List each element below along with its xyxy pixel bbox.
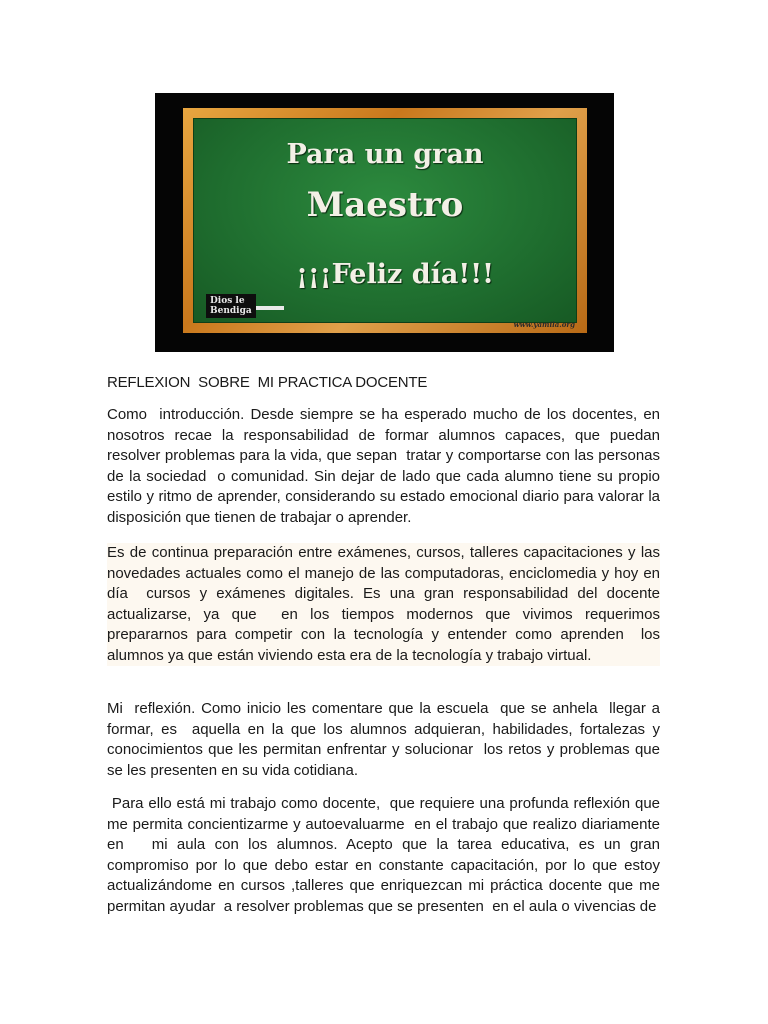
paragraph-reflection: Mi reflexión. Como inicio les comentare que la escuela que se anhela llegar a formar, es aquella en la que los alumnos adquieran, habilidades, fortalezas y conocimientos que les permitan enfrentar y solucionar los retos y problemas que se les presenten en su vida cotidiana. bbox=[107, 700, 665, 779]
badge-line-2: Bendiga bbox=[210, 306, 252, 316]
badge-line-1: Dios le bbox=[210, 296, 245, 306]
image-watermark: www.yamila.org bbox=[513, 320, 575, 329]
chalkboard-line-2: Maestro bbox=[306, 185, 464, 225]
chalkboard-line-3: ¡¡¡Feliz día!!! bbox=[296, 259, 494, 290]
paragraph-introduction: Como introducción. Desde siempre se ha esperado mucho de los docentes, en nosotros recae la responsabilidad de formar alumnos capaces, que puedan resolver problemas para la vida, que sepan tratar y comportarse con las personas de la sociedad o comunidad. Sin dejar de lado que cada alumno tiene su propio estilo y ritmo de aprender, considerando su estado emocional diario para valorar la disposición que tienen de trabajar o aprender. bbox=[107, 406, 665, 526]
chalkboard-image bbox=[155, 93, 614, 352]
blessing-badge bbox=[206, 294, 256, 318]
paragraph-preparation: Es de continua preparación entre exámenes, cursos, talleres capacitaciones y las novedades actuales como el manejo de las computadoras, enciclomedia y hoy en día cursos y exámenes digitales. Es una gran responsabilidad del docente actualizarse, ya que en los tiempos modernos que vivimos requerimos prepararnos para competir con la tecnología y entender como aprenden los alumnos ya que están viviendo esta era de la tecnología y trabajo virtual. bbox=[107, 543, 660, 666]
chalk-stick bbox=[256, 306, 284, 310]
paragraph-teaching-work: Para ello está mi trabajo como docente, que requiere una profunda reflexión que me permita concientizarme y autoevaluarme en el trabajo que realizo diariamente en mi aula con los alumnos. Acepto que la tarea educativa, es un gran compromiso por lo que debo estar en constante capacitación, por lo que estoy actualizándome en cursos ,talleres que enriquezcan mi práctica docente que me permitan ayudar a resolver problemas que se presenten en el aula o vivencias de bbox=[107, 795, 665, 915]
chalkboard-wood-frame bbox=[183, 108, 587, 333]
chalkboard-line-1: Para un gran bbox=[286, 139, 484, 170]
document-title: REFLEXION SOBRE MI PRACTICA DOCENTE bbox=[107, 374, 428, 391]
chalkboard-surface bbox=[193, 118, 577, 323]
